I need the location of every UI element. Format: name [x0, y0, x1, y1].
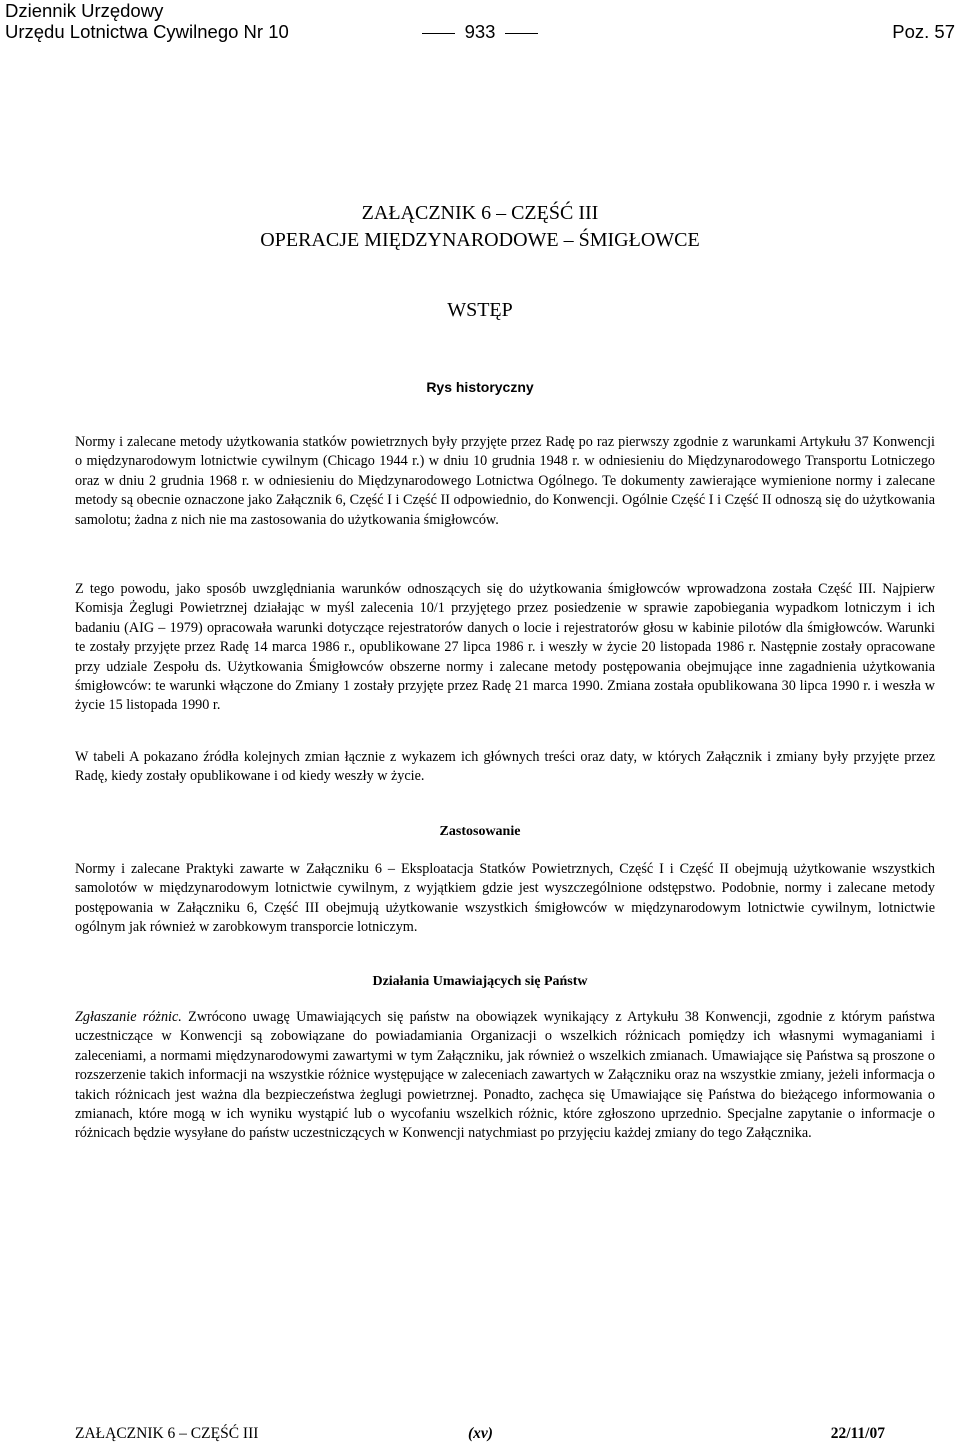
title-line-1: ZAŁĄCZNIK 6 – CZĘŚĆ III	[361, 202, 599, 224]
title-line-2: OPERACJE MIĘDZYNARODOWE – ŚMIGŁOWCE	[260, 229, 700, 251]
history-paragraph-2: Z tego powodu, jako sposób uwzględniania warunków odnoszących się do użytkowania śmigłowców wprowadzona została Część III. Najpierw Komisja Żeglugi Powietrznej działając w myśl zalecenia 10/1 przyjętego przez posiedzenie w sprawie zapobiegania wypadkom lotniczym i ich badaniu (AIG – 1979) opracowała warunki dotyczące rejestratorów danych o locie i rejestratorów głosu w kabinie pilotów dla śmigłowców. Warunki te zostały przyjęte przez Radę 14 marca 1986 r., opublikowane 27 lipca 1986 r. i weszły w życie 20 listopada 1986 r. Następnie zostały opracowane przy udziale Zespołu ds. Użytkowania Śmigłowców obszerne normy i zalecane metody postępowania obejmujące inne zagadnienia użytkowania śmigłowców: te warunki włączone do Zmiany 1 zostały przyjęte przez Radę 21 marca 1990. Zmiana została opublikowana 30 lipca 1990 r. i weszła w życie 15 listopada 1990 r.	[75, 581, 935, 714]
section-heading-applicability: Zastosowanie	[439, 824, 521, 839]
position-number: Poz. 57	[892, 21, 955, 42]
section-heading-history: Rys historyczny	[426, 379, 534, 395]
page-footer	[75, 1425, 885, 1447]
applicability-paragraph: Normy i zalecane Praktyki zawarte w Załączniku 6 – Eksploatacja Statków Powietrznych, Część I i Część II obejmują użytkowanie wszystkich samolotów w międzynarodowym lotnictwie cywilnym, z wyjątkiem gdzie jest wyszczególnione odstępstwo. Podobnie, normy i zalecane metody postępowania w Załączniku 6, Część III obejmują użytkowanie wszystkich śmigłowców w międzynarodowym lotnictwie cywilnym, lotnictwie ogólnym jak również w zarobkowym transporcie lotniczym.	[75, 861, 935, 936]
page-number-dash-left	[422, 33, 455, 34]
history-paragraph-3: W tabeli A pokazano źródła kolejnych zmian łącznie z wykazem ich głównych treści oraz daty, w których Załącznik i zmiany były przyjęte przez Radę, kiedy zostały opublikowane i od kiedy weszły w życie.	[75, 749, 935, 785]
footer-annex-label: ZAŁĄCZNIK 6 – CZĘŚĆ III	[75, 1425, 259, 1442]
footer-date: 22/11/07	[830, 1425, 885, 1442]
history-paragraph-1: Normy i zalecane metody użytkowania statków powietrznych były przyjęte przez Radę po raz pierwszy zgodnie z warunkami Artykułu 37 Konwencji o międzynarodowym lotnictwie cywilnym (Chicago 1944 r.) w dniu 10 grudnia 1948 r. w odniesieniu do Międzynarodowego Transportu Lotniczego oraz w dniu 2 grudnia 1968 r. w odniesieniu do Międzynarodowego Lotnictwa Ogólnego. Te dokumenty zawierające wymienione normy i zalecane metody są obecnie oznaczone jako Załącznik 6, Część I i Część II odpowiednio, do Konwencji. Ogólnie Część I i Część II odnoszą się do użytkowania samolotu; żadna z nich nie ma zastosowania do użytkowania śmigłowców.	[75, 434, 935, 528]
page-number-dash-right	[505, 33, 538, 34]
publication-line-2: Urzędu Lotnictwa Cywilnego Nr 10	[5, 21, 289, 42]
publication-line-1: Dziennik Urzędowy	[5, 0, 164, 21]
document-title	[0, 200, 960, 254]
differences-lead-label: Zgłaszanie różnic.	[75, 1009, 182, 1025]
page-header	[0, 0, 960, 46]
page-number-block	[0, 21, 960, 42]
contracting-states-paragraph	[75, 1008, 935, 1144]
intro-heading: WSTĘP	[447, 299, 513, 321]
section-heading-contracting-states: Działania Umawiających się Państw	[372, 974, 588, 989]
footer-page-roman: (xv)	[468, 1425, 493, 1442]
page-number: 933	[464, 21, 496, 42]
contracting-states-text: Zwrócono uwagę Umawiających się państw na obowiązek wynikający z Artykułu 38 Konwencji, zgodnie z którym państwa uczestniczące w Konwencji są zobowiązane do powiadamiania Organizacji o wszelkich różnicach pomiędzy ich własnymi wymaganiami i zaleceniami, a normami międzynarodowymi zawartymi w tym Załączniku, jak również o wszelkich zmianach. Umawiające się Państwa są proszone o rozszerzenie takich informacji na wszystkie różnice występujące w zaleceniach zawartych w Załączniku oraz na wszystkie zmiany, jeżeli informacja o takich różnicach jest ważna dla bezpieczeństwa żeglugi powietrznej. Ponadto, zachęca się Umawiające się Państwa do bieżącego informowania o zmianach, które mogą w ich wyniku wystąpić lub o wycofaniu wszelkich różnic, które zgłoszono uprzednio. Specjalne zapytanie o informacje o różnicach będzie wysyłane do państw uczestniczących w Konwencji natychmiast po przyjęciu każdej zmiany do tego Załącznika.	[75, 1009, 935, 1142]
